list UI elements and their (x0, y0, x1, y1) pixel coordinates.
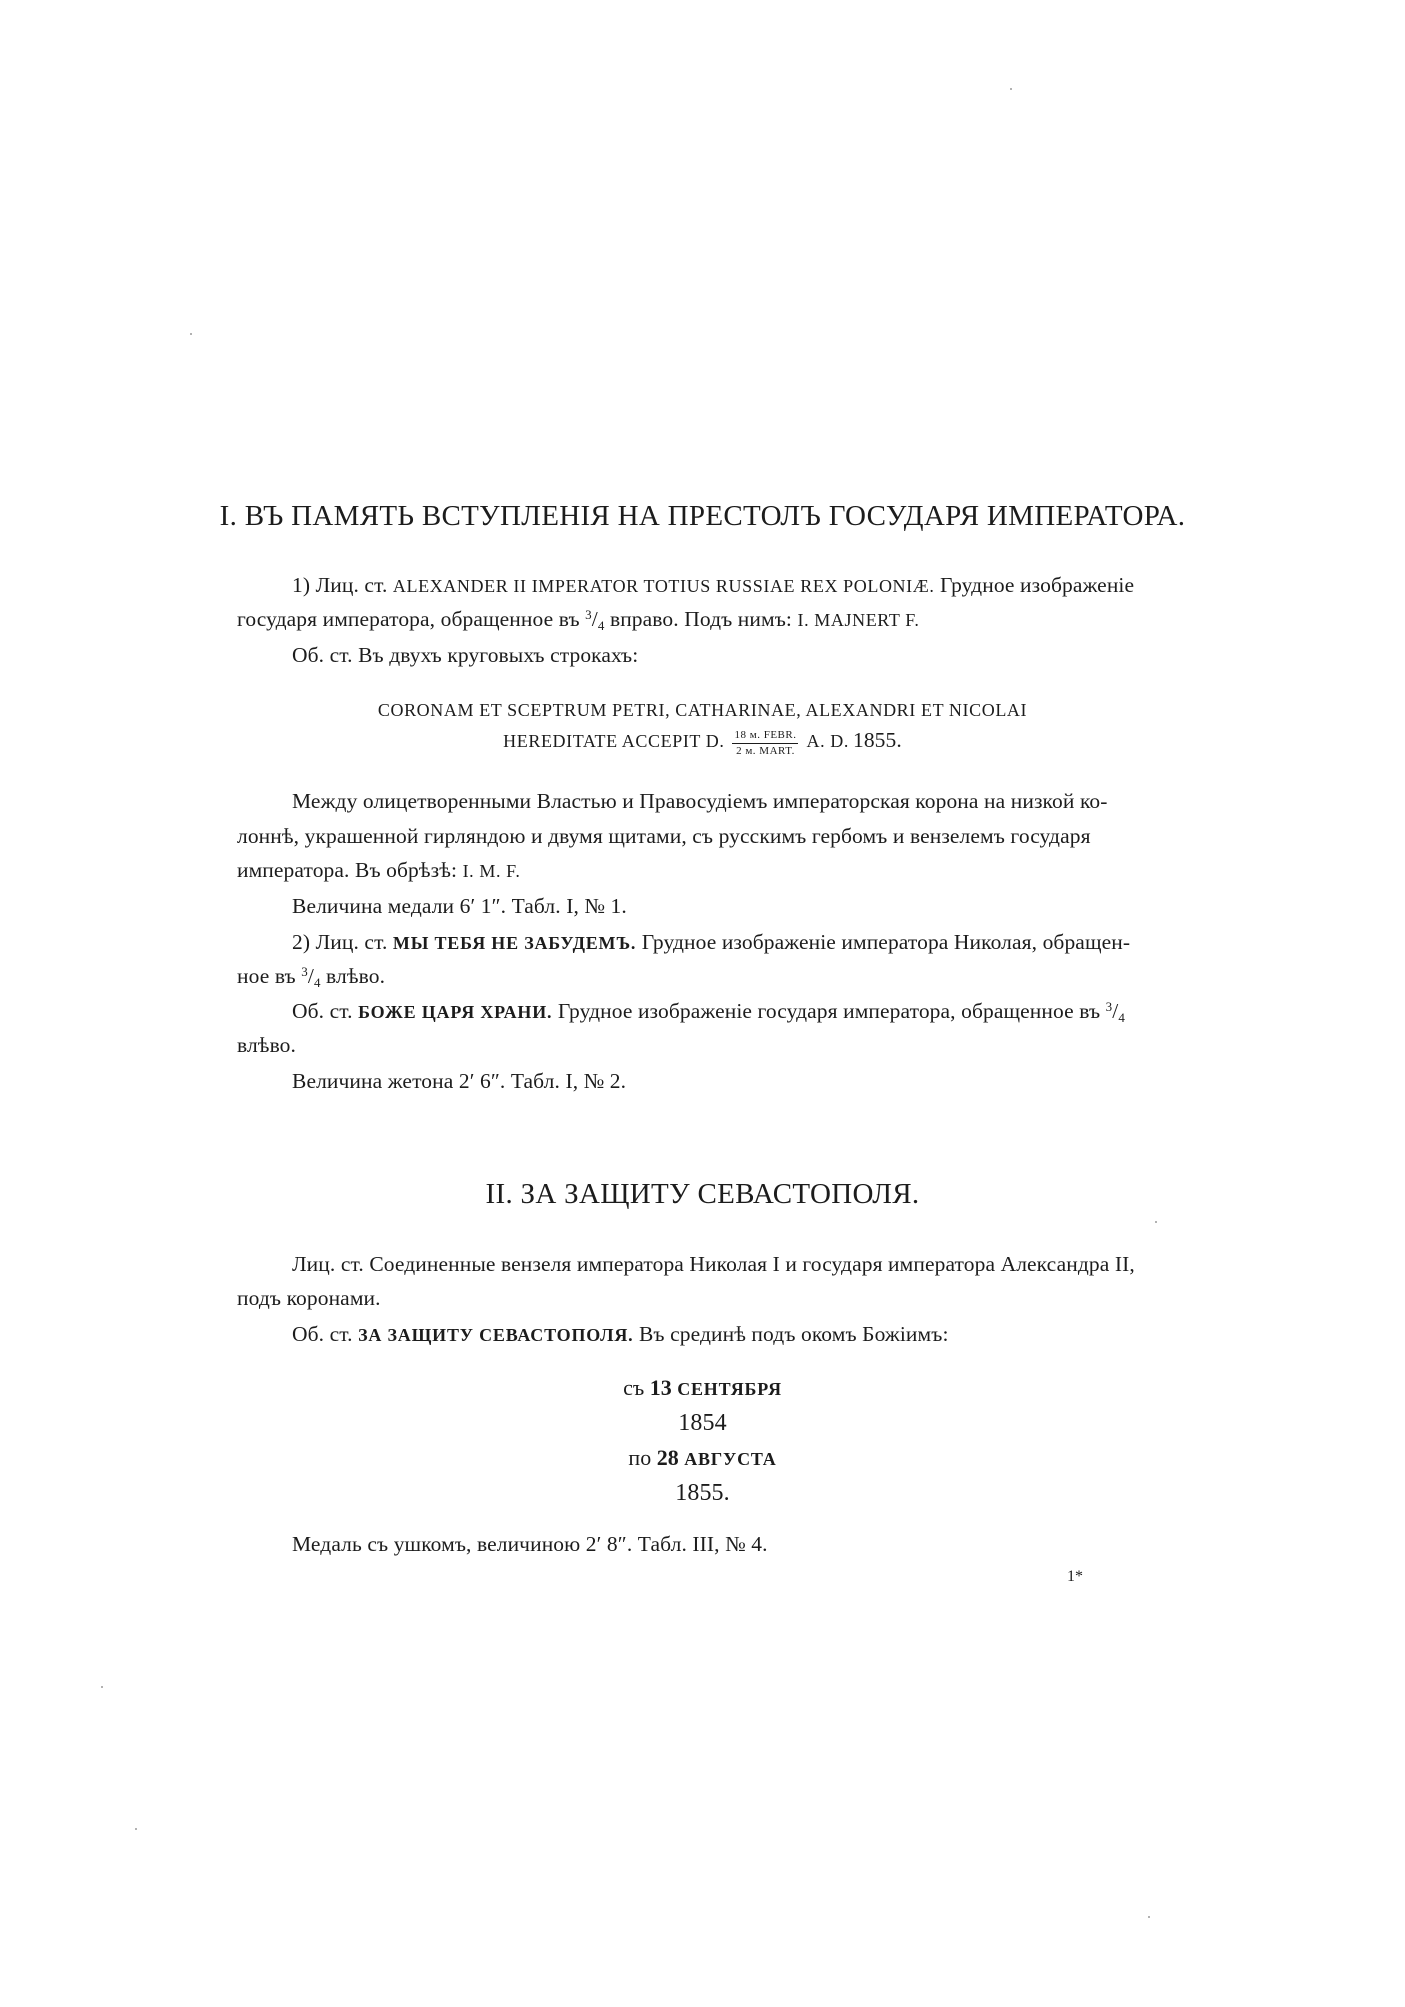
page-number: 1* (1067, 1568, 1083, 1585)
section-2-obverse-line-1: Лиц. ст. Соединенные вензеля императора Николая I и государя императора Александра II, (292, 1252, 1135, 1276)
scan-speck (1148, 1916, 1150, 1918)
item-1-signature: I. MAJNERT F. (797, 610, 920, 630)
inscription-line-3: по 28 АВГУСТА (628, 1445, 777, 1470)
section-2-heading: II. ЗА ЗАЩИТУ СЕВАСТОПОЛЯ. (485, 1178, 920, 1210)
section-1-heading: I. ВЪ ПАМЯТЬ ВСТУПЛЕНІЯ НА ПРЕСТОЛЪ ГОСУДАРЯ ИМПЕРАТОРА. (219, 500, 1186, 532)
scan-speck (1010, 88, 1012, 90)
scan-speck (135, 1828, 137, 1830)
date-fraction: $\frac{\text{18 м. FEBR.}}{\text{2 м. MART.}}$ (734, 728, 797, 757)
item-2-obverse-line-2: ное въ $^3/_4$ влѣво. (237, 964, 386, 990)
scan-speck (101, 1686, 103, 1688)
item-2-reverse-line-2: влѣво. (237, 1033, 297, 1057)
item-1-description-line-1: Между олицетворенными Властью и Правосудіемъ императорская корона на низкой ко- (292, 789, 1108, 813)
item-1-desc: Грудное изображеніе (939, 573, 1135, 597)
section-2-reverse-legend: ЗА ЗАЩИТУ СЕВАСТОПОЛЯ. (358, 1325, 634, 1345)
item-2-reverse-line-1: Об. ст. БОЖЕ ЦАРЯ ХРАНИ. Грудное изображеніе государя императора, обращенное въ $^3/_4$ (292, 999, 1125, 1025)
item-2-reverse-legend: БОЖЕ ЦАРЯ ХРАНИ. (358, 1002, 553, 1022)
item-1-description-line-2: лоннѣ, украшенной гирляндою и двумя щитами, съ русскимъ гербомъ и вензелемъ государя (237, 824, 1091, 848)
item-1-description-line-3: императора. Въ обрѣзѣ: I. M. F. (237, 858, 521, 882)
item-1-reverse-legend-line-2: HEREDITATE ACCEPIT D. $\frac{\text{18 м. FEBR.}}{\text{2 м. MART.}}$ A. D. 1855. (503, 728, 902, 757)
item-1-lead: 1) Лиц. ст. (292, 573, 388, 597)
item-1-exergue: I. M. F. (462, 861, 521, 881)
scan-speck (1155, 1221, 1157, 1223)
item-1-reverse-intro: Об. ст. Въ двухъ круговыхъ строкахъ: (292, 643, 639, 667)
scan-speck (190, 333, 192, 335)
item-2-obverse-line-1: 2) Лиц. ст. МЫ ТЕБЯ НЕ ЗАБУДЕМЪ. Грудное изображеніе императора Николая, обращен- (292, 930, 1131, 954)
section-2-obverse-line-2: подъ коронами. (237, 1286, 381, 1310)
item-1-reverse-legend-line-1: CORONAM ET SCEPTRUM PETRI, CATHARINAE, ALEXANDRI ET NICOLAI (377, 700, 1028, 720)
section-2-reverse-line: Об. ст. ЗА ЗАЩИТУ СЕВАСТОПОЛЯ. Въ срединѣ подъ окомъ Божіимъ: (292, 1322, 949, 1346)
item-1-obverse-line-1 (292, 573, 1134, 598)
section-2-size: Медаль съ ушкомъ, величиною 2′ 8″. Табл. III, № 4. (292, 1532, 768, 1556)
inscription-line-2: 1854 (678, 1410, 727, 1436)
item-1-obverse-line-2: государя императора, обращенное въ $^3/_4$ вправо. Подъ нимъ: I. MAJNERT F. (237, 607, 920, 633)
item-1-size: Величина медали 6′ 1″. Табл. I, № 1. (292, 894, 627, 918)
inscription-line-1: съ 13 СЕНТЯБРЯ (623, 1375, 782, 1400)
item-1-legend: ALEXANDER II IMPERATOR TOTIUS RUSSIAE REX POLONIÆ. (392, 576, 935, 596)
item-2-legend: МЫ ТЕБЯ НЕ ЗАБУДЕМЪ. (392, 933, 637, 953)
inscription-line-4: 1855. (675, 1480, 730, 1506)
item-2-size: Величина жетона 2′ 6″. Табл. I, № 2. (292, 1069, 627, 1093)
